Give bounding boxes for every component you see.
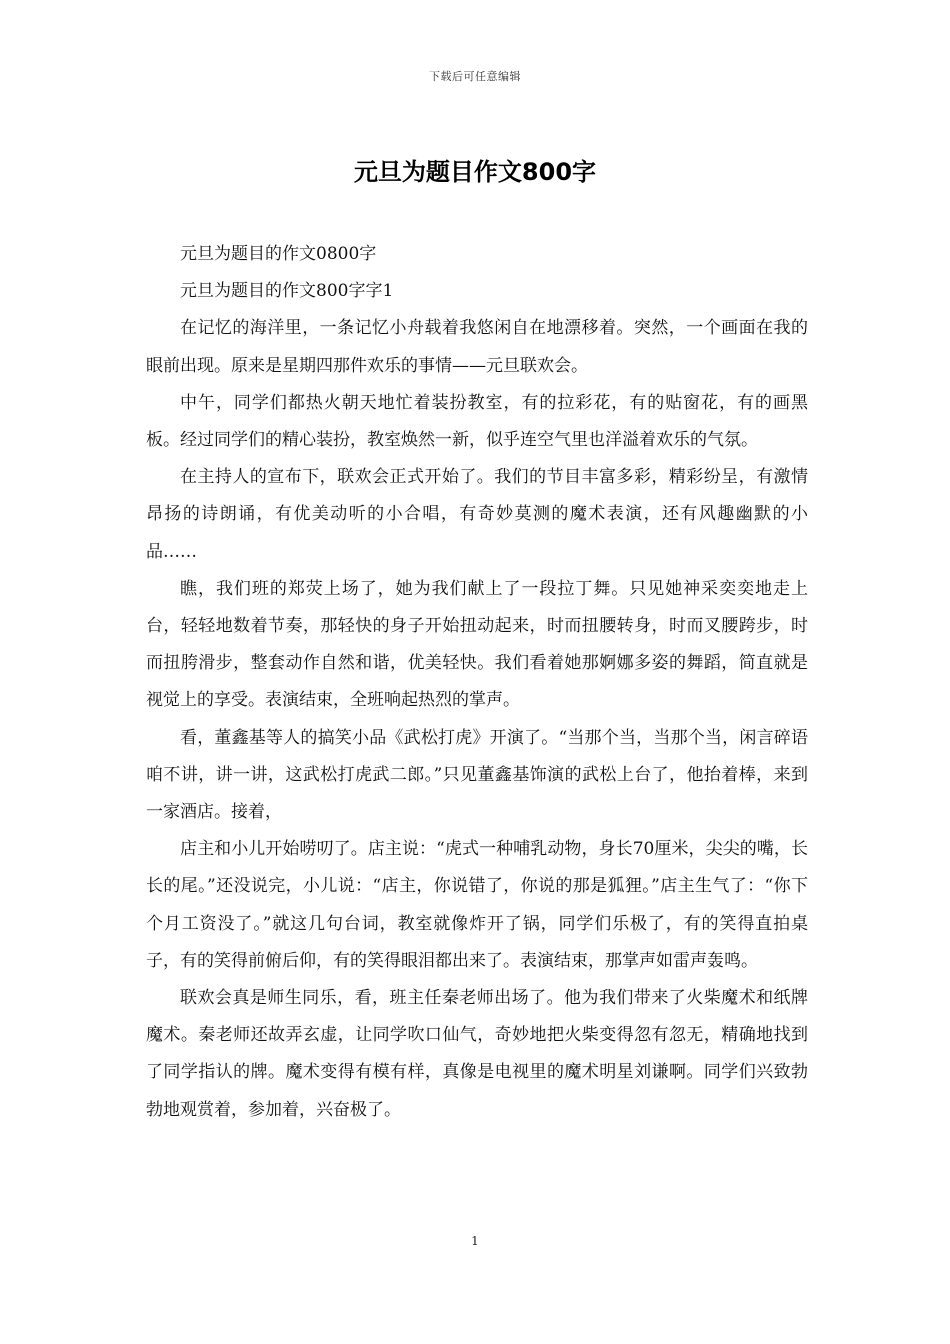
page-header-note: 下载后可任意编辑 (429, 70, 521, 83)
paragraph: 联欢会真是师生同乐，看，班主任秦老师出场了。他为我们带来了火柴魔术和纸牌魔术。秦老师还故弄玄虚，让同学吹口仙气，奇妙地把火柴变得忽有忽无，精确地找到了同学指认的牌。魔术变得有模有样，真像是电视里的魔术明星刘谦啊。同学们兴致勃勃地观赏着，参加着，兴奋极了。 (146, 988, 808, 1120)
paragraph: 看，董鑫基等人的搞笑小品《武松打虎》开演了。“当那个当，当那个当，闲言碎语咱不讲，讲一讲，这武松打虎武二郎。”只见董鑫基饰演的武松上台了，他抬着棒，来到一家酒店。接着， (146, 727, 808, 823)
paragraph: 元旦为题目的作文0800字 (180, 244, 377, 264)
page-number: 1 (471, 1234, 479, 1248)
paragraph: 在主持人的宣布下，联欢会正式开始了。我们的节目丰富多彩，精彩纷呈，有激情昂扬的诗朗诵，有优美动听的小合唱，有奇妙莫测的魔术表演，还有风趣幽默的小品…… (146, 467, 808, 562)
paragraph: 瞧，我们班的郑荧上场了，她为我们献上了一段拉丁舞。只见她神采奕奕地走上台，轻轻地数着节奏，那轻快的身子开始扭动起来，时而扭腰转身，时而叉腰跨步，时而扭胯滑步，整套动作自然和谐，优美轻快。我们看着她那婀娜多姿的舞蹈，简直就是视觉上的享受。表演结束，全班响起热烈的掌声。 (146, 578, 808, 711)
paragraph: 在记忆的海洋里，一条记忆小舟载着我悠闲自在地漂移着。突然，一个画面在我的眼前出现。原来是星期四那件欢乐的事情——元旦联欢会。 (146, 318, 808, 376)
paragraph: 元旦为题目的作文800字字1 (180, 281, 394, 302)
document-body (146, 236, 808, 1129)
document-title: 元旦为题目作文800字 (353, 158, 597, 186)
paragraph: 店主和小儿开始唠叨了。店主说：“虎式一种哺乳动物，身长70厘米，尖尖的嘴，长长的尾。”还没说完，小儿说：“店主，你说错了，你说的那是狐狸。”店主生气了：“你下个月工资没了。”就这几句台词，教室就像炸开了锅，同学们乐极了，有的笑得直拍桌子，有的笑得前俯后仰，有的笑得眼泪都出来了。表演结束，那掌声如雷声轰鸣。 (146, 839, 808, 971)
paragraph: 中午，同学们都热火朝天地忙着装扮教室，有的拉彩花，有的贴窗花，有的画黑板。经过同学们的精心装扮，教室焕然一新，似乎连空气里也洋溢着欢乐的气氛。 (146, 392, 808, 451)
